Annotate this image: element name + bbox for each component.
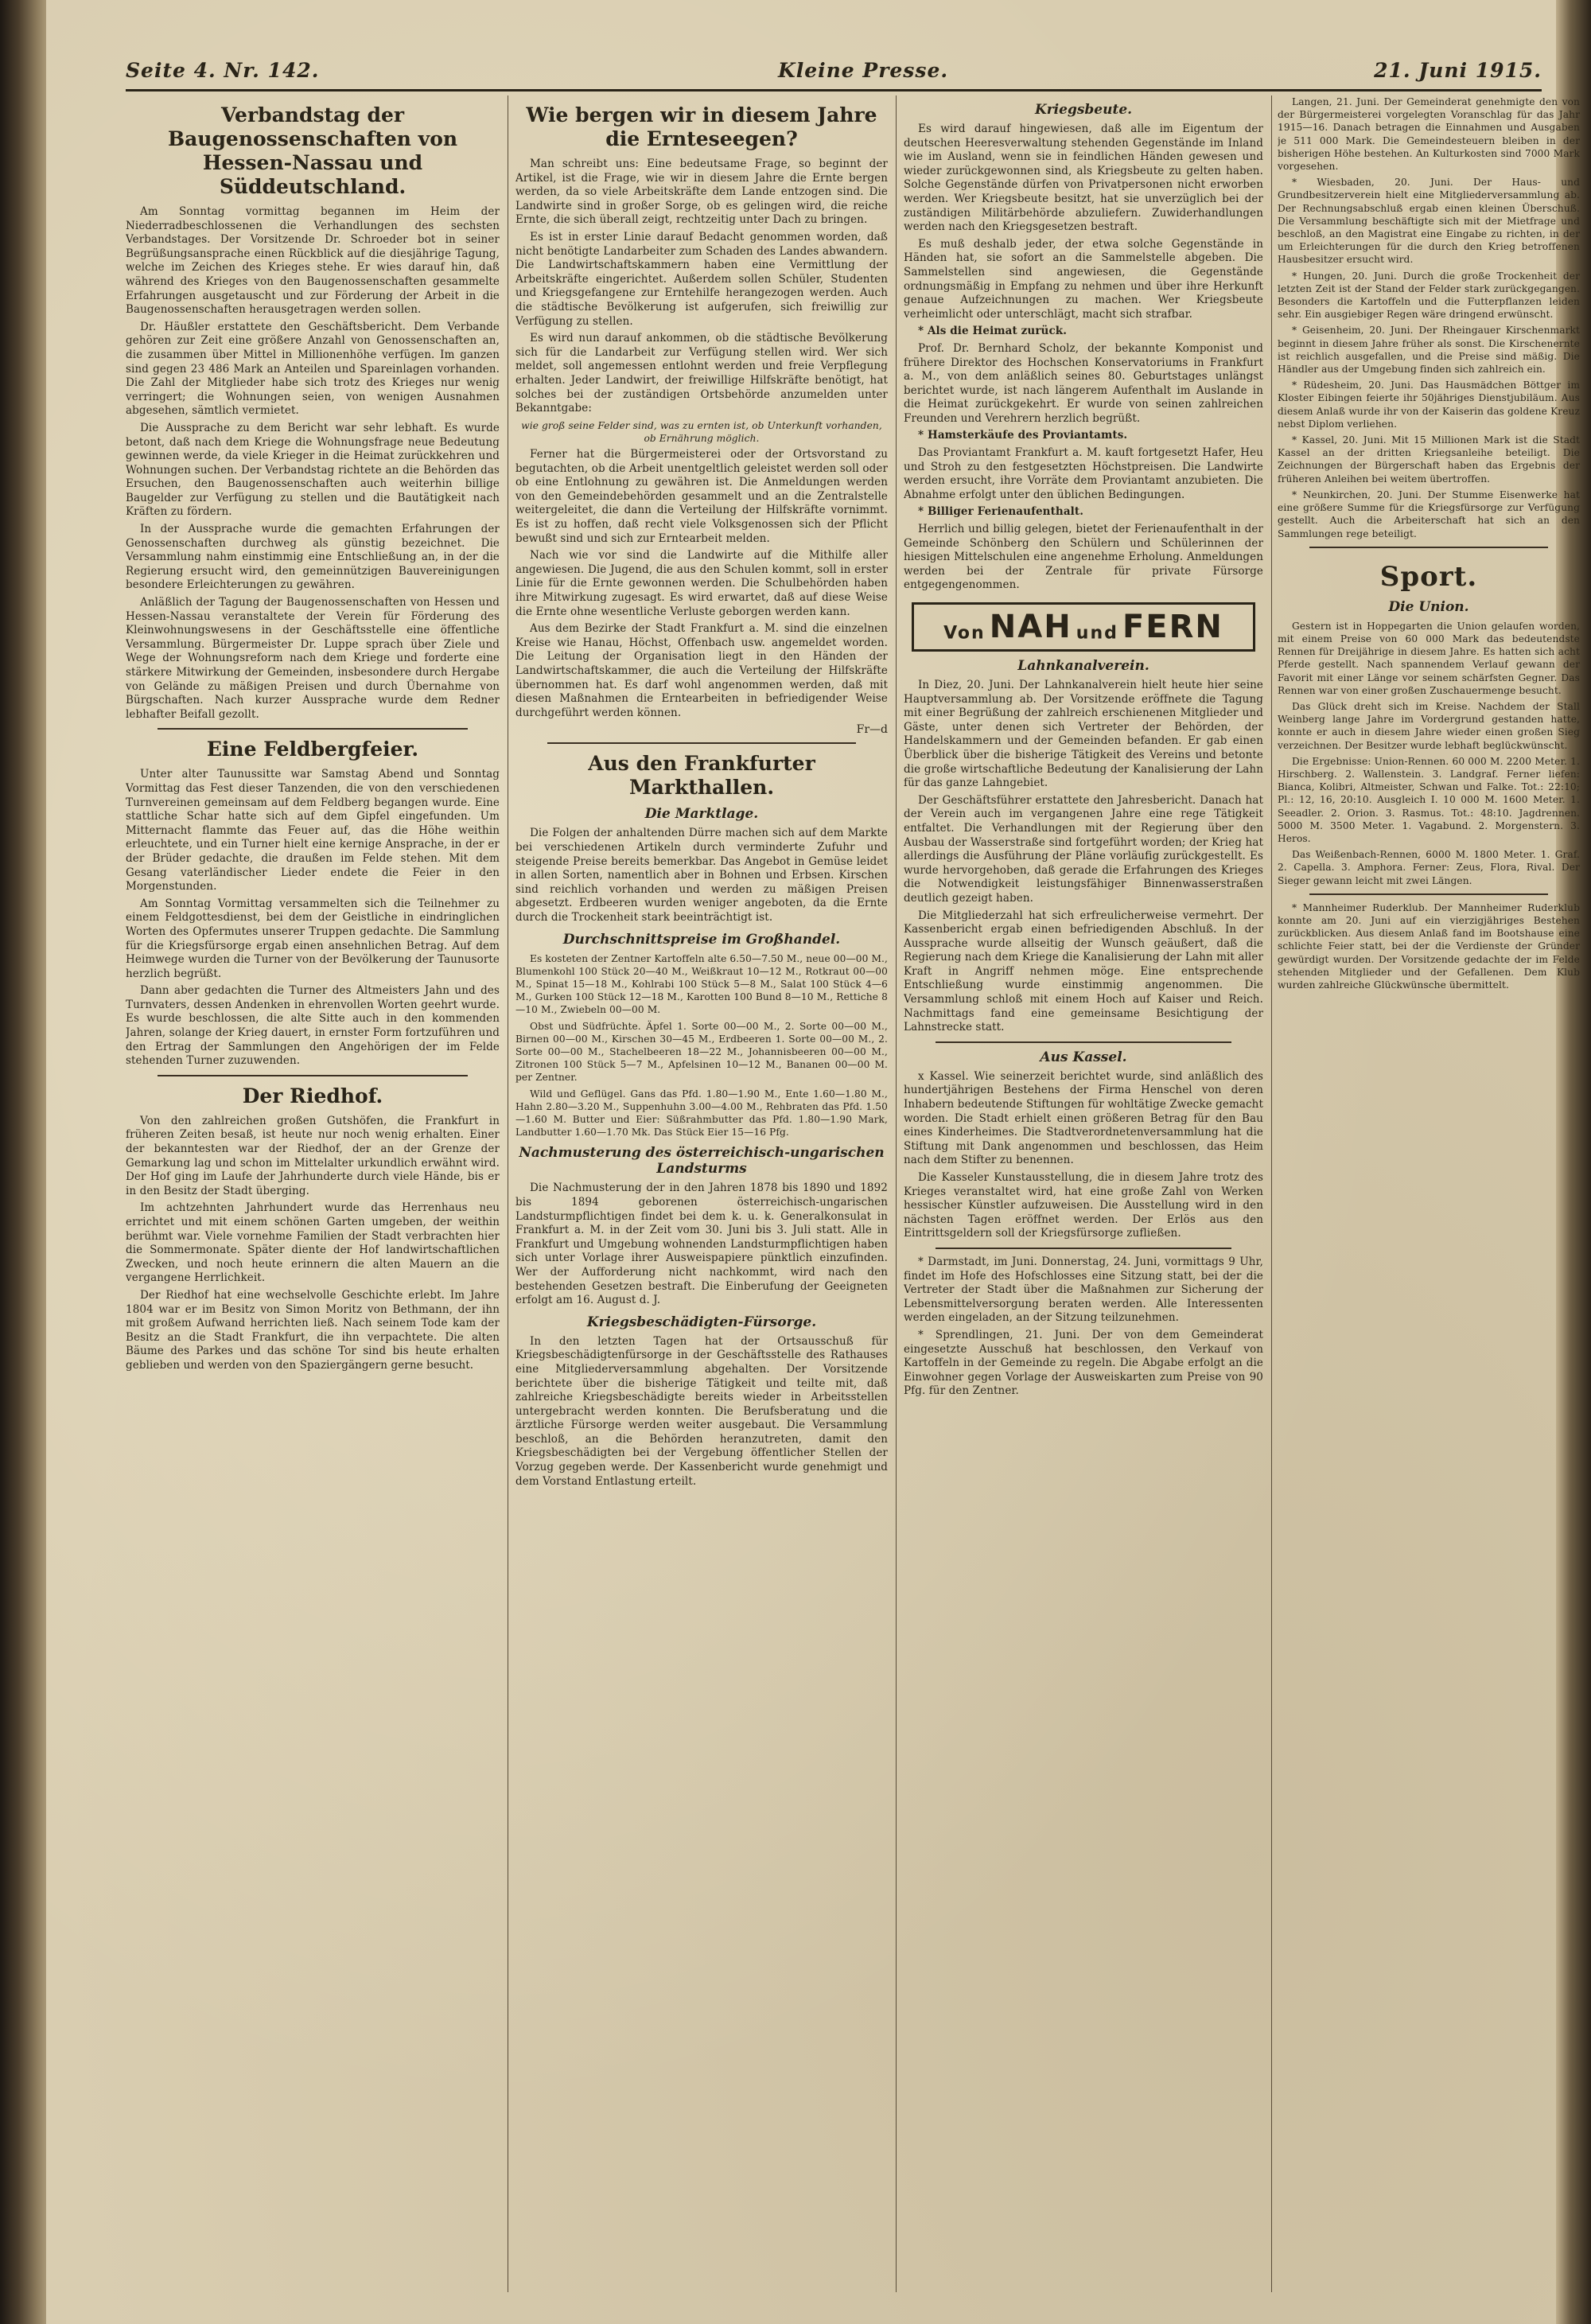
article-paragraph: Aus dem Bezirke der Stadt Frankfurt a. M. sind die einzelnen Kreise wie Hanau, Höchst, Offenbach usw. angemeldet worden. Die Leitung der Organisation liegt in den Händen der Landwirtschaftskammer, die auch die Verteilung der Hilfskräfte übernommen hat. Es darf wohl angenommen werden, daß mit diesen Maßnahmen die Erntearbeiten in befriedigender Weise durchgeführt werden können. [515, 622, 888, 719]
section-divider [1309, 547, 1548, 548]
article-paragraph: Dann aber gedachten die Turner des Altmeisters Jahn und des Turnvaters, dessen Andenken in ehrenvollen Worten geehrt wurde. Es wurde beschlossen, die alte Sitte auch in den kommenden Jahren, solange der Krieg dauert, in ernster Form fortzuführen und den Ertrag der Sammlungen den Angehörigen der im Felde stehenden Turner zuzuwenden. [126, 984, 500, 1068]
article-paragraph: Gestern ist in Hoppegarten die Union gelaufen worden, mit einem Preise von 60 000 Mark das bedeutendste Rennen für Dreijährige in diesem Jahre. Es hatten sich acht Pferde gestellt. Nach spannendem Verlauf gewann der Favorit mit einer Länge vor seinem schärfsten Gegner. Das Rennen war von einer großen Zuschauermenge besucht. [1278, 620, 1580, 696]
article-paragraph: Ferner hat die Bürgermeisterei oder der Ortsvorstand zu begutachten, ob die Arbeit unentgeltlich geleistet werden soll oder ob eine Entlohnung zu gewähren ist. Die Anmeldungen werden von den Gemeindebehörden gesammelt und an die Zentralstelle weitergeleitet, die dann die Verteilung der Hilfskräfte vornimmt. Es ist zu hoffen, daß recht viele Volksgenossen sich der Pflicht bewußt sind und sich zur Erntearbeit melden. [515, 448, 888, 545]
article-paragraph: Die Kasseler Kunstausstellung, die in diesem Jahre trotz des Krieges veranstaltet wird, hat eine große Zahl von Werken hessischer Künstler aufzuweisen. Die Ausstellung wird in den nächsten Tagen eröffnet werden. Der Erlös aus den Eintrittsgeldern soll der Kriegsfürsorge zufließen. [904, 1171, 1263, 1240]
section-divider [547, 742, 856, 744]
article-subtitle: Aus Kassel. [1040, 1049, 1127, 1065]
article-subtitle: Durchschnittspreise im Großhandel. [562, 931, 841, 948]
article-paragraph: Der Riedhof hat eine wechselvolle Geschichte erlebt. Im Jahre 1804 war er im Besitz von Simon Moritz von Bethmann, der ihn mit großem Aufwand herrichten ließ. Nach seinem Tode kam der Besitz an die Stadt Frankfurt, die ihn verpachtete. Die alten Bäume des Parkes und das schöne Tor sind bis heute erhalten geblieben und werden von den Spaziergängern gerne besucht. [126, 1288, 500, 1372]
article-subtitle: Kriegsbeute. [1034, 102, 1133, 118]
section-divider [936, 1248, 1231, 1249]
article-title: Aus den Frankfurter Markthallen. [588, 752, 815, 800]
author-signature: Fr—d [856, 723, 888, 737]
article-paragraph: Es muß deshalb jeder, der etwa solche Gegenstände in Händen hat, sie sofort an die Sammelstelle abgeben. Die Sammelstellen sind angewiesen, die Gegenstände ordnungsmäßig in Empfang zu nehmen und über ihre Herkunft genaue Aufzeichnungen zu machen. Wer Kriegsbeute verheimlicht oder unterschlägt, macht sich strafbar. [904, 237, 1263, 321]
article-paragraph: * Hamsterkäufe des Proviantamts. [918, 429, 1128, 442]
banner-von: Von [943, 623, 986, 644]
page-number: Seite 4. Nr. 142. [126, 59, 320, 82]
article-paragraph: * Als die Heimat zurück. [918, 325, 1068, 338]
column-3 [904, 95, 1263, 2292]
article-paragraph: * Billiger Ferienaufenthalt. [918, 505, 1084, 519]
banner-nah: NAH [989, 609, 1072, 645]
article-subtitle: Nachmusterung des österreichisch-ungarischen Landsturms [519, 1145, 885, 1178]
issue-date: 21. Juni 1915. [1374, 59, 1542, 82]
article-paragraph: Das Proviantamt Frankfurt a. M. kauft fortgesetzt Hafer, Heu und Stroh zu den festgesetzten Höchstpreisen. Die Landwirte werden ersucht, ihre Vorräte dem Proviantamt anzubieten. Die Abnahme erfolgt unter den üblichen Bedingungen. [904, 446, 1263, 501]
article-paragraph: Am Sonntag vormittag begannen im Heim der Niederradbeschlossenen die Verhandlungen des sechsten Verbandstages. Der Vorsitzende Dr. Schroeder bot in seiner Begrüßungsansprache einen Rückblick auf die diesjährige Tagung, welche im Zeichen des Krieges stehe. Er wies darauf hin, daß während des Krieges von den Baugenossenschaften gesammelte Erfahrungen ausgetauscht und zur Förderung der Arbeit in die Baugenossenschaften herausgetragen werden sollen. [126, 205, 500, 317]
column-4 [1278, 95, 1580, 2292]
column-rule [896, 95, 897, 2292]
page-header [126, 59, 1542, 91]
article-paragraph: Im achtzehnten Jahrhundert wurde das Herrenhaus neu errichtet und mit einem schönen Garten umgeben, der weithin berühmt war. Viele vornehme Familien der Stadt verbrachten hier die Sommermonate. Später diente der Hof landwirtschaftlichen Zwecken, und noch heute erinnern die alten Mauern an die vergangene Herrlichkeit. [126, 1201, 500, 1285]
article-title: Eine Feldbergfeier. [206, 738, 419, 761]
price-list: Obst und Südfrüchte. Äpfel 1. Sorte 00—00 M., 2. Sorte 00—00 M., Birnen 00—00 M., Kirschen 30—45 M., Erdbeeren 1. Sorte 00—00 M., 2. Sorte 00—00 M., Stachelbeeren 18—22 M., Johannisbeeren 00—00 M., Zitronen 100 Stück 5—7 M., Apfelsinen 10—12 M., Bananen 00—00 M. per Zentner. [515, 1020, 888, 1084]
article-paragraph: In der Aussprache wurde die gemachten Erfahrungen der Genossenschaften durchweg als günstig bezeichnet. Die Versammlung nahm einstimmig eine Entschließung an, in der die Regierung ersucht wird, den gemeinnützigen Bauvereinigungen besondere Erleichterungen zu gewähren. [126, 523, 500, 592]
article-paragraph: * Kassel, 20. Juni. Mit 15 Millionen Mark ist die Stadt Kassel an der dritten Kriegsanleihe beteiligt. Die Zeichnungen der Bürgerschaft haben das Ergebnis der früheren Anleihen bei weitem übertroffen. [1278, 434, 1580, 485]
section-divider [158, 728, 468, 730]
section-divider [1309, 893, 1548, 895]
article-paragraph: Nach wie vor sind die Landwirte auf die Mithilfe aller angewiesen. Die Jugend, die aus den Schulen kommt, soll in erster Linie für die Ernte gewonnen werden. Die Schulbehörden haben ihre Mitwirkung zugesagt. Es wird erwartet, daß auf diese Weise die Ernte ohne wesentliche Verluste geborgen werden kann. [515, 549, 888, 618]
article-paragraph: * Sprendlingen, 21. Juni. Der von dem Gemeinderat eingesetzte Ausschuß hat beschlossen, den Verkauf von Kartoffeln in der Gemeinde zu regeln. Die Abgabe erfolgt an die Einwohner gegen Vorlage der Ausweiskarten zum Preise von 90 Pfg. für den Zentner. [904, 1328, 1263, 1398]
article-paragraph: Langen, 21. Juni. Der Gemeinderat genehmigte den von der Bürgermeisterei vorgelegten Voranschlag für das Jahr 1915—16. Danach betragen die Einnahmen und Ausgaben je 511 000 Mark. Die Gemeindesteuern bleiben in der bisherigen Höhe bestehen. An Kulturkosten sind 7000 Mark vorgesehen. [1278, 96, 1580, 173]
article-paragraph: Am Sonntag Vormittag versammelten sich die Teilnehmer zu einem Feldgottesdienst, bei dem der Geistliche in eindringlichen Worten des Opfermutes unserer Truppen gedachte. Die Sammlung für die Kriegsfürsorge ergab einen ansehnlichen Betrag. Auf dem Heimwege wurden die Turner von der Bevölkerung der Taunusorte herzlich begrüßt. [126, 897, 500, 980]
article-paragraph: Der Geschäftsführer erstattete den Jahresbericht. Danach hat der Verein auch im vergangenen Jahre eine rege Tätigkeit entfaltet. Die Verhandlungen mit der Regierung über den Ausbau der Wasserstraße sind fortgeführt worden; der Krieg hat allerdings die Ausführung der Pläne vorläufig zurückgestellt. Es wurde hervorgehoben, daß gerade die Erfahrungen des Krieges die Notwendigkeit leistungsfähiger Binnenwasserstraßen deutlich gezeigt haben. [904, 793, 1263, 905]
article-paragraph: Prof. Dr. Bernhard Scholz, der bekannte Komponist und frühere Direktor des Hochschen Konservatoriums in Frankfurt a. M., von dem anläßlich seines 80. Geburtstages unlängst berichtet wurde, ist nach längerem Aufenthalt im Auslande in die Heimat zurückgekehrt. Er wurde von seinen zahlreichen Freunden und Verehrern herzlich begrüßt. [904, 341, 1263, 425]
newspaper-title: Kleine Presse. [778, 59, 949, 82]
banner-fern: FERN [1122, 609, 1223, 645]
article-paragraph: Man schreibt uns: Eine bedeutsame Frage, so beginnt der Artikel, ist die Frage, wie wir in diesem Jahre die Ernte bergen werden, da so viele Arbeitskräfte dem Lande entzogen sind. Die Landwirte sind in großer Sorge, ob es gelingen wird, die reiche Ernte, die sich überall zeigt, rechtzeitig unter Dach zu bringen. [515, 158, 888, 227]
article-paragraph: Die Aussprache zu dem Bericht war sehr lebhaft. Es wurde betont, daß nach dem Kriege die Wohnungsfrage neue Bedeutung gewinnen werde, da viele Krieger in die Heimat zurückkehren und Wohnungen suchen. Der Verbandstag richtete an die Behörden das Ersuchen, den Baugenossenschaften auch weiterhin billige Baugelder zur Verfügung zu stellen und die Bautätigkeit nach Kräften zu fördern. [126, 421, 500, 519]
race-results: Die Ergebnisse: Union-Rennen. 60 000 M. 2200 Meter. 1. Hirschberg. 2. Wallenstein. 3. Landgraf. Ferner liefen: Bianca, Kolibri, Altmeister, Schwan und Falke. Tot.: 22:10; Pl.: 12, 16, 20:10. Ausgleich I. 10 000 M. 1600 Meter. 1. Seeadler. 2. Orion. 3. Rasmus. Tot.: 48:10. Jagdrennen. 5000 M. 3500 Meter. 1. Vagabund. 2. Morgenstern. 3. Heros. [1278, 755, 1580, 844]
article-paragraph: Die Nachmusterung der in den Jahren 1878 bis 1890 und 1892 bis 1894 geborenen österreichisch-ungarischen Landsturmpflichtigen findet bei dem k. u. k. Generalkonsulat in Frankfurt a. M. in der Zeit vom 30. Juni bis 3. Juli statt. Alle in Frankfurt und Umgebung wohnenden Landsturmpflichtigen haben sich unter Vorlage ihrer Ausweispapiere pünktlich einzufinden. Wer der Aufforderung nicht nachkommt, wird nach den bestehenden Gesetzen bestraft. Die Einberufung der Geeigneten erfolgt am 16. August d. J. [515, 1181, 888, 1307]
price-list: Es kosteten der Zentner Kartoffeln alte 6.50—7.50 M., neue 00—00 M., Blumenkohl 100 Stück 20—40 M., Weißkraut 10—12 M., Rotkraut 00—00 M., Spinat 15—18 M., Kohlrabi 100 Stück 5—8 M., Salat 100 Stück 4—6 M., Gurken 100 Stück 12—18 M., Karotten 100 Bund 8—10 M., Rettiche 8—10 M., Zwiebeln 00—00 M. [515, 952, 888, 1016]
article-paragraph: Es wird nun darauf ankommen, ob die städtische Bevölkerung sich für die Landarbeit zur Verfügung stellen wird. Wer sich meldet, soll angemessen entlohnt werden und freie Verpflegung erhalten. Jeder Landwirt, der freiwillige Hilfskräfte benötigt, hat solches bei der zuständigen Ortsbehörde anzumelden unter Bekanntgabe: [515, 332, 888, 415]
article-paragraph: x Kassel. Wie seinerzeit berichtet wurde, sind anläßlich des hundertjährigen Bestehens der Firma Henschel von deren Inhabern bedeutende Stiftungen für wohltätige Zwecke gemacht worden. Die Stadt erhielt einen größeren Betrag für den Bau eines Kinderheimes. Die Stadtverordnetenversammlung hat die Stiftung mit Dank angenommen und beschlossen, das Heim nach dem Stifter zu benennen. [904, 1069, 1263, 1167]
article-paragraph: * Rüdesheim, 20. Juni. Das Hausmädchen Böttger im Kloster Eibingen feierte ihr 50jähriges Dienstjubiläum. Aus diesem Anlaß wurde ihr von der Kaiserin das goldene Kreuz nebst Diplom verliehen. [1278, 380, 1580, 430]
article-paragraph: * Mannheimer Ruderklub. Der Mannheimer Ruderklub konnte am 20. Juni auf ein vierzigjähriges Bestehen zurückblicken. Aus diesem Anlaß fand im Bootshause eine schlichte Feier statt, bei der die Verdienste der Gründer gewürdigt wurden. Der Vorsitzende gedachte der im Felde stehenden Mitglieder und der Gefallenen. Dem Klub wurden zahlreiche Glückwünsche übermittelt. [1278, 901, 1580, 991]
article-paragraph: * Geisenheim, 20. Juni. Der Rheingauer Kirschenmarkt beginnt in diesem Jahre früher als sonst. Die Kirschenernte ist reichlich ausgefallen, und die Preise sind mäßig. Die Händler aus der Umgebung finden sich zahlreich ein. [1278, 325, 1580, 376]
article-subtitle: Lahnkanalverein. [1017, 658, 1149, 674]
article-paragraph: * Darmstadt, im Juni. Donnerstag, 24. Juni, vormittags 9 Uhr, findet im Hofe des Hofschlosses eine Sitzung statt, bei der die Vertreter der Stadt über die Maßnahmen zur Sicherung der Lebensmittelversorgung beraten werden. Alle Interessenten werden eingeladen, an der Sitzung teilzunehmen. [904, 1255, 1263, 1325]
book-binding [0, 0, 46, 2324]
article-paragraph: Es ist in erster Linie darauf Bedacht genommen worden, daß nicht benötigte Landarbeiter zum Schaden des Landes abwandern. Die Landwirtschaftskammern haben eine Vermittlung der Arbeitskräfte eingerichtet. Außerdem sollen Schüler, Studenten und Kriegsgefangene zur Erntehilfe herangezogen werden. Auch die städtische Bevölkerung ist aufgerufen, sich freiwillig zur Verfügung zu stellen. [515, 230, 888, 328]
article-paragraph: Dr. Häußler erstattete den Geschäftsbericht. Dem Verbande gehören zur Zeit eine größere Anzahl von Genossenschaften an, die zusammen über Mittel in Millionenhöhe verfügen. Im ganzen sind gegen 23 486 Mark an Anteilen und Spareinlagen vorhanden. Die Zahl der Mitglieder habe sich trotz des Krieges nur wenig verringert; die Wohnungen seien, von wenigen Ausnahmen abgesehen, sämtlich vermietet. [126, 320, 500, 418]
sport-section-title: Sport. [1379, 560, 1478, 593]
article-paragraph: Anläßlich der Tagung der Baugenossenschaften von Hessen und Hessen-Nassau veranstaltete der Verein für Förderung des Kleinwohnungswesens in der Geschäftsstelle eine öffentliche Versammlung. Bürgermeister Dr. Luppe sprach über Ziele und Wege der Wohnungsreform nach dem Kriege und forderte eine stärkere Mitwirkung der Gemeinden, insbesondere durch Hergabe von Gelände zu mäßigen Preisen und durch Übernahme von Bürgschaften. Nach kurzer Aussprache wurde dem Redner lebhafter Beifall gezollt. [126, 596, 500, 721]
article-subtitle: Die Union. [1388, 598, 1469, 615]
header-rule [126, 89, 1542, 91]
article-paragraph: Unter alter Taunussitte war Samstag Abend und Sonntag Vormittag das Fest dieser Tanzenden, die von den verschiedenen Turnvereinen gemeinsam auf dem Feldberg begangen wurde. Eine stattliche Schar hatte sich auf dem Gipfel eingefunden. Um Mitternacht flammte das Feuer auf, das die Höhe weithin erleuchtete, und ein Turner hielt eine kernige Ansprache, in der er der Brüder gedachte, die draußen im Felde stehen. Mit dem Gesang vaterländischer Lieder endete die Feier in den Morgenstunden. [126, 768, 500, 893]
article-paragraph: Es wird darauf hingewiesen, daß alle im Eigentum der deutschen Heeresverwaltung stehenden Gegenstände im Inland wie im Ausland, wenn sie in feindlichen Händen gewesen und wieder zurückgewonnen sind, als Kriegsbeute zu gelten haben. Solche Gegenstände dürfen von Privatpersonen nicht erworben werden. Wer Kriegsbeute besitzt, hat sie unverzüglich bei der zuständigen Militärbehörde abzuliefern. Zuwiderhandlungen werden nach den Kriegsgesetzen bestraft. [904, 123, 1263, 234]
article-paragraph: * Wiesbaden, 20. Juni. Der Haus- und Grundbesitzerverein hielt eine Mitgliederversammlung ab. Der Rechnungsabschluß ergab einen kleinen Überschuß. Die Versammlung beschäftigte sich mit der Mietfrage und beschloß, an den Magistrat eine Eingabe zu richten, in der um Erleichterungen für die durch den Krieg betroffenen Hausbesitzer ersucht wird. [1278, 177, 1580, 266]
price-list: Wild und Geflügel. Gans das Pfd. 1.80—1.90 M., Ente 1.60—1.80 M., Hahn 2.80—3.20 M., Suppenhuhn 3.00—4.00 M., Rehbraten das Pfd. 1.50—1.60 M. Butter und Eier: Süßrahmbutter das Pfd. 1.80—1.90 Mark, Landbutter 1.60—1.70 Mk. Das Stück Eier 15—16 Pfg. [515, 1088, 888, 1139]
article-paragraph: * Hungen, 20. Juni. Durch die große Trockenheit der letzten Zeit ist der Stand der Felder stark zurückgegangen. Besonders die Kartoffeln und die Futterpflanzen leiden sehr. Ein ausgiebiger Regen wäre dringend erwünscht. [1278, 270, 1580, 321]
article-paragraph: Die Mitgliederzahl hat sich erfreulicherweise vermehrt. Der Kassenbericht ergab einen befriedigenden Abschluß. In der Aussprache wurde allseitig der Wunsch geäußert, daß die Regierung nach dem Kriege die Kanalisierung der Lahn mit aller Kraft in Angriff nehmen möge. Eine entsprechende Entschließung wurde einstimmig angenommen. Die Versammlung schloß mit einem Hoch auf Kaiser und Reich. Nachmittags fand eine gemeinsame Besichtigung der Lahnstrecke statt. [904, 909, 1263, 1034]
section-divider [158, 1075, 468, 1076]
article-list: wie groß seine Felder sind, was zu ernten ist, ob Unterkunft vorhanden, ob Ernährung möglich. [521, 419, 882, 444]
article-title: Der Riedhof. [242, 1084, 383, 1108]
column-1 [126, 95, 500, 2292]
column-rule [1271, 95, 1272, 2292]
article-paragraph: Von den zahlreichen großen Gutshöfen, die Frankfurt in früheren Zeiten besaß, ist heute nur noch wenig erhalten. Einer der bekanntesten war der Riedhof, der an der Grenze der Gemarkung lag und schon im Mittelalter urkundlich erwähnt wird. Der Hof ging im Laufe der Jahrhunderte durch viele Hände, bis er in den Besitz der Stadt überging. [126, 1114, 500, 1197]
article-paragraph: Die Folgen der anhaltenden Dürre machen sich auf dem Markte bei verschiedenen Artikeln durch verminderte Zufuhr und steigende Preise bereits bemerkbar. Das Angebot in Gemüse leidet in allen Sorten, namentlich aber in Bohnen und Erbsen. Kirschen sind reichlich vorhanden und werden zu mäßigen Preisen abgesetzt. Erdbeeren wurden weniger angeboten, da die Ernte durch die Trockenheit stark beeinträchtigt ist. [515, 827, 888, 924]
article-paragraph: In Diez, 20. Juni. Der Lahnkanalverein hielt heute hier seine Hauptversammlung ab. Der Vorsitzende eröffnete die Tagung mit einer Begrüßung der zahlreich erschienenen Mitglieder und Gäste, unter denen sich Vertreter der Behörden, der Handelskammern und der Gemeinden befanden. Er gab einen Überblick über die bisherige Tätigkeit des Vereins und betonte die große wirtschaftliche Bedeutung der Kanalisierung der Lahn für das ganze Lahngebiet. [904, 679, 1263, 790]
article-subtitle: Kriegsbeschädigten-Fürsorge. [586, 1314, 817, 1330]
article-title: Verbandstag der Baugenossenschaften von Hessen-Nassau und Süddeutschland. [167, 103, 458, 198]
section-divider [936, 1041, 1231, 1043]
column-2 [515, 95, 888, 2292]
article-paragraph: Herrlich und billig gelegen, bietet der Ferienaufenthalt in der Gemeinde Schönberg den Schülern und Schülerinnen der hiesigen Mittelschulen eine angenehme Erholung. Anmeldungen werden bei der Zentrale für private Fürsorge entgegengenommen. [904, 523, 1263, 592]
banner-und: und [1076, 623, 1118, 644]
article-title: Wie bergen wir in diesem Jahre die Ernteseegen? [526, 103, 877, 150]
von-nah-und-fern-banner [912, 602, 1255, 652]
article-paragraph: Das Weißenbach-Rennen, 6000 M. 1800 Meter. 1. Graf. 2. Capella. 3. Amphora. Ferner: Zeus, Flora, Rival. Der Sieger gewann leicht mit zwei Längen. [1278, 849, 1580, 886]
article-paragraph: Das Glück dreht sich im Kreise. Nachdem der Stall Weinberg lange Jahre im Vordergrund gestanden hatte, konnte er auch in diesem Jahre wieder einen großen Sieg verzeichnen. Der Besitzer wurde lebhaft beglückwünscht. [1278, 700, 1580, 751]
article-paragraph: * Neunkirchen, 20. Juni. Der Stumme Eisenwerke hat eine größere Summe für die Kriegsfürsorge zur Verfügung gestellt. Auch die Arbeiterschaft hat sich an den Sammlungen rege beteiligt. [1278, 489, 1580, 539]
article-paragraph: In den letzten Tagen hat der Ortsausschuß für Kriegsbeschädigtenfürsorge in der Geschäftsstelle des Rathauses eine Mitgliederversammlung abgehalten. Der Vorsitzende berichtete über die bisherige Tätigkeit und teilte mit, daß zahlreiche Kriegsbeschädigte bereits wieder in Arbeitsstellen untergebracht werden konnten. Die Berufsberatung und die ärztliche Fürsorge werden weiter ausgebaut. Die Versammlung beschloß, an die Behörden heranzutreten, damit den Kriegsbeschädigten bei der Vergebung öffentlicher Stellen der Vorzug gegeben werde. Der Kassenbericht wurde genehmigt und dem Vorstand Entlastung erteilt. [515, 1334, 888, 1488]
article-subtitle: Die Marktlage. [644, 806, 759, 823]
